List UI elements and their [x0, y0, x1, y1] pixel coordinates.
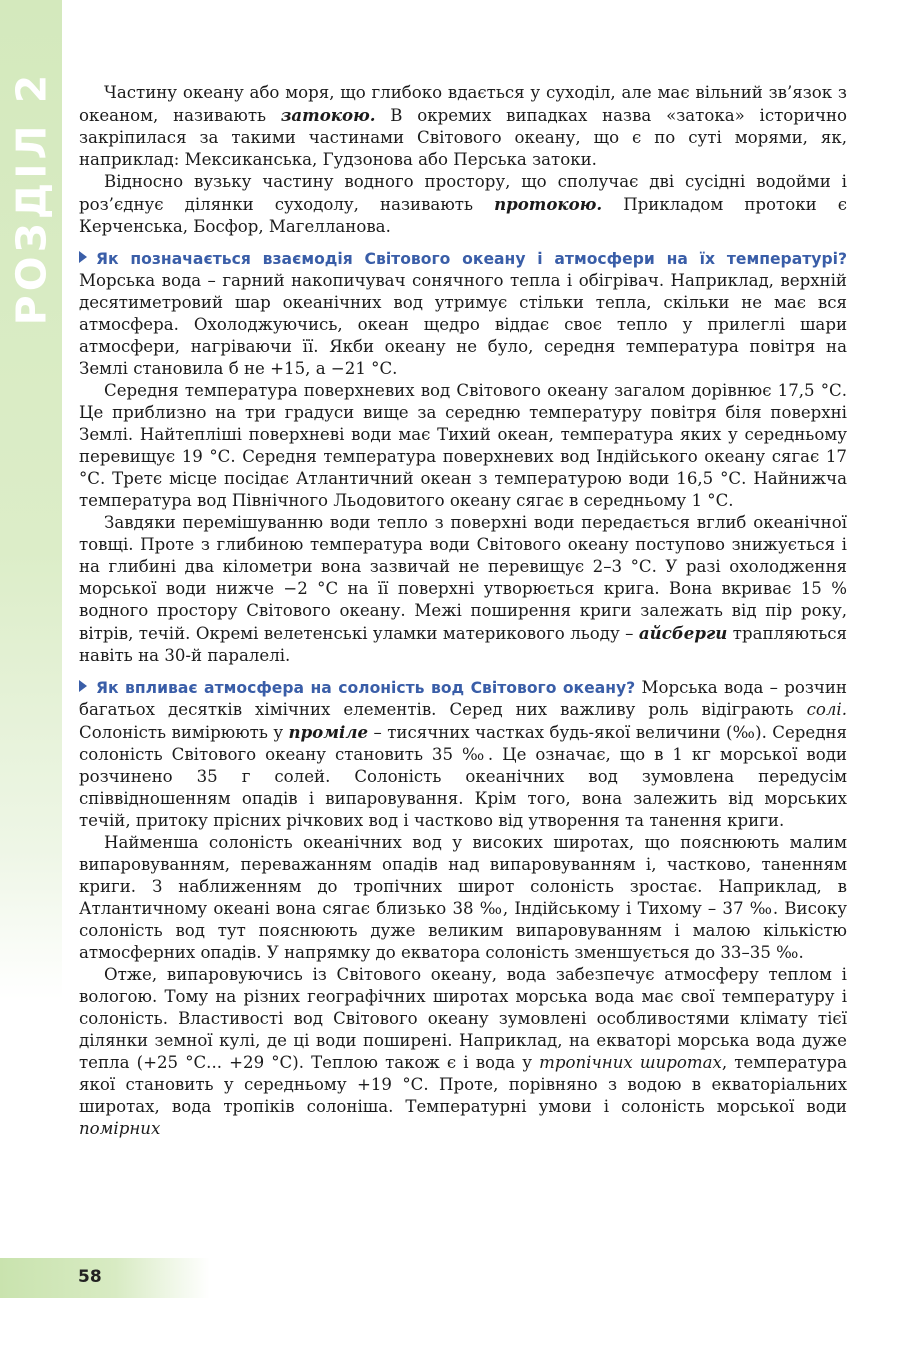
paragraph-surface-temperature [79, 380, 847, 512]
paragraph-text: Середня температура поверхневих вод Світового океану загалом дорівнює 17,5 °С. Це приблизно на три градуси вище за середню температуру повітря біля поверхні Землі. Найтепліші поверхневі води має Тихий океан, температура яких у середньому перевищує 19 °С. Середня температура поверхневих вод Індійського океану сягає 17 °С. Третє місце посідає Атлантичний океан з температурою води 16,5 °С. Найнижча температура вод Північного Льодовитого океану сягає в середньому 1 °С. [79, 381, 847, 510]
page-content [79, 82, 847, 1140]
triangle-bullet-icon [79, 680, 87, 692]
term-tropical-latitudes: тропічних широтах [539, 1053, 722, 1072]
paragraph-text: Відносно вузьку частину водного простору, що сполучає дві сусідні водойми і роз’єднує ділянки суходолу, називають [79, 172, 847, 214]
paragraph-text: Частину океану або моря, що глибоко вдається у суходіл, але має вільний зв’язок з океаном, називають [79, 83, 847, 125]
paragraph-bay [79, 82, 847, 171]
paragraph-text: Прикладом протоки є Керченська, Босфор, Магелланова. [79, 195, 847, 236]
term-icebergs: айсберги [638, 623, 728, 643]
paragraph-text: Завдяки перемішуванню води тепло з поверхні води передається вглиб океанічної товщі. Проте з глибиною температура води Світового океану поступово знижується і на глибині два кілометри вона зазвичай не перевищує 2–3 °С. У разі охолодження морської води нижче −2 °С на її поверхні утворюється крига. Вона вкриває 15 % водного простору Світового океану. Межі поширення криги залежать від пір року, вітрів, течій. Окремі велетенські уламки материкового льоду – [79, 513, 847, 643]
paragraph-depth-temperature [79, 512, 847, 667]
paragraph-question-temperature [79, 248, 847, 380]
paragraph-text: трапляються навіть на 30-й паралелі. [79, 624, 847, 665]
section-label [2, 70, 60, 326]
paragraph-text: – тисячних частках будь-якої величини (‰). Середня солоність Світового океану становить 35 ‰. Це означає, що в 1 кг морської води розчинено 35 г солей. Солоність океанічних вод зумовлена передусім співвідношенням опадів і випаровування. Крім того, вона залежить від морських течій, притоку прісних річкових вод і частково від утворення та танення криги. [79, 723, 847, 830]
paragraph-text: Морська вода – гарний накопичувач сонячного тепла і обігрівач. Наприклад, верхній десятиметровий шар океанічних вод утримує стільки тепла, скільки не має вся атмосфера. Охолоджуючись, океан щедро віддає своє тепло у прилеглі шари атмосфери, нагріваючи її. Якби океану не було, середня температура повітря на Землі становила б не +15, а −21 °С. [79, 271, 847, 378]
paragraph-text: Морська вода – розчин багатьох десятків хімічних елементів. Серед них важливу роль відіграють [79, 678, 847, 719]
paragraph-text: Найменша солоність океанічних вод у високих широтах, що пояснюють малим випаровуванням, переважанням опадів над випаровуванням і, частково, таненням криги. З наближенням до тропічних широт солоність зростає. Наприклад, в Атлантичному океані вона сягає близько 38 ‰, Індійському і Тихому – 37 ‰. Високу солоність вод тут пояснюють дуже великим випаровуванням і малою кількістю атмосферних опадів. У напрямку до екватора солоність зменшується до 33–35 ‰. [79, 833, 847, 962]
term-salts: солі. [806, 700, 847, 719]
paragraph-strait [79, 171, 847, 238]
paragraph-salinity-latitudes [79, 832, 847, 964]
triangle-bullet-icon [79, 251, 87, 263]
term-strait: протокою. [494, 194, 603, 214]
paragraph-text: В окремих випадках назва «затока» історично закріпилася за такими частинами Світового океану, що є по суті морями, як, наприклад: Мексиканська, Гудзонова або Перська затоки. [79, 106, 847, 169]
paragraph-conclusion [79, 964, 847, 1140]
paragraph-text: Солоність вимірюють у [79, 723, 289, 742]
page-number: 58 [78, 1267, 102, 1287]
section-label-text: РОЗДІЛ 2 [7, 70, 56, 326]
term-bay: затокою. [280, 105, 376, 125]
term-temperate: помірних [79, 1119, 161, 1138]
term-permille: проміле [288, 722, 369, 742]
paragraph-text: , температура якої становить у середньому +19 °С. Проте, порівняно з водою в екваторіальних широтах, вода тропіків солоніша. Температурні умови і солоність морської води [79, 1053, 847, 1116]
paragraph-text: Отже, випаровуючись із Світового океану, вода забезпечує атмосферу теплом і вологою. Тому на різних географічних широтах морська вода має свої температуру і солоність. Властивості вод Світового океану зумовлені особливостями клімату тієї ділянки земної кулі, де ці води поширені. Наприклад, на екваторі морська вода дуже тепла (+25 °С... +29 °С). Теплою також є і вода у [79, 965, 847, 1072]
footer-bar [0, 1258, 210, 1298]
question-heading: Як позначається взаємодія Світового океану і атмосфери на їх температурі? [96, 250, 847, 268]
paragraph-question-salinity [79, 677, 847, 832]
question-heading: Як впливає атмосфера на солоність вод Світового океану? [96, 679, 636, 697]
